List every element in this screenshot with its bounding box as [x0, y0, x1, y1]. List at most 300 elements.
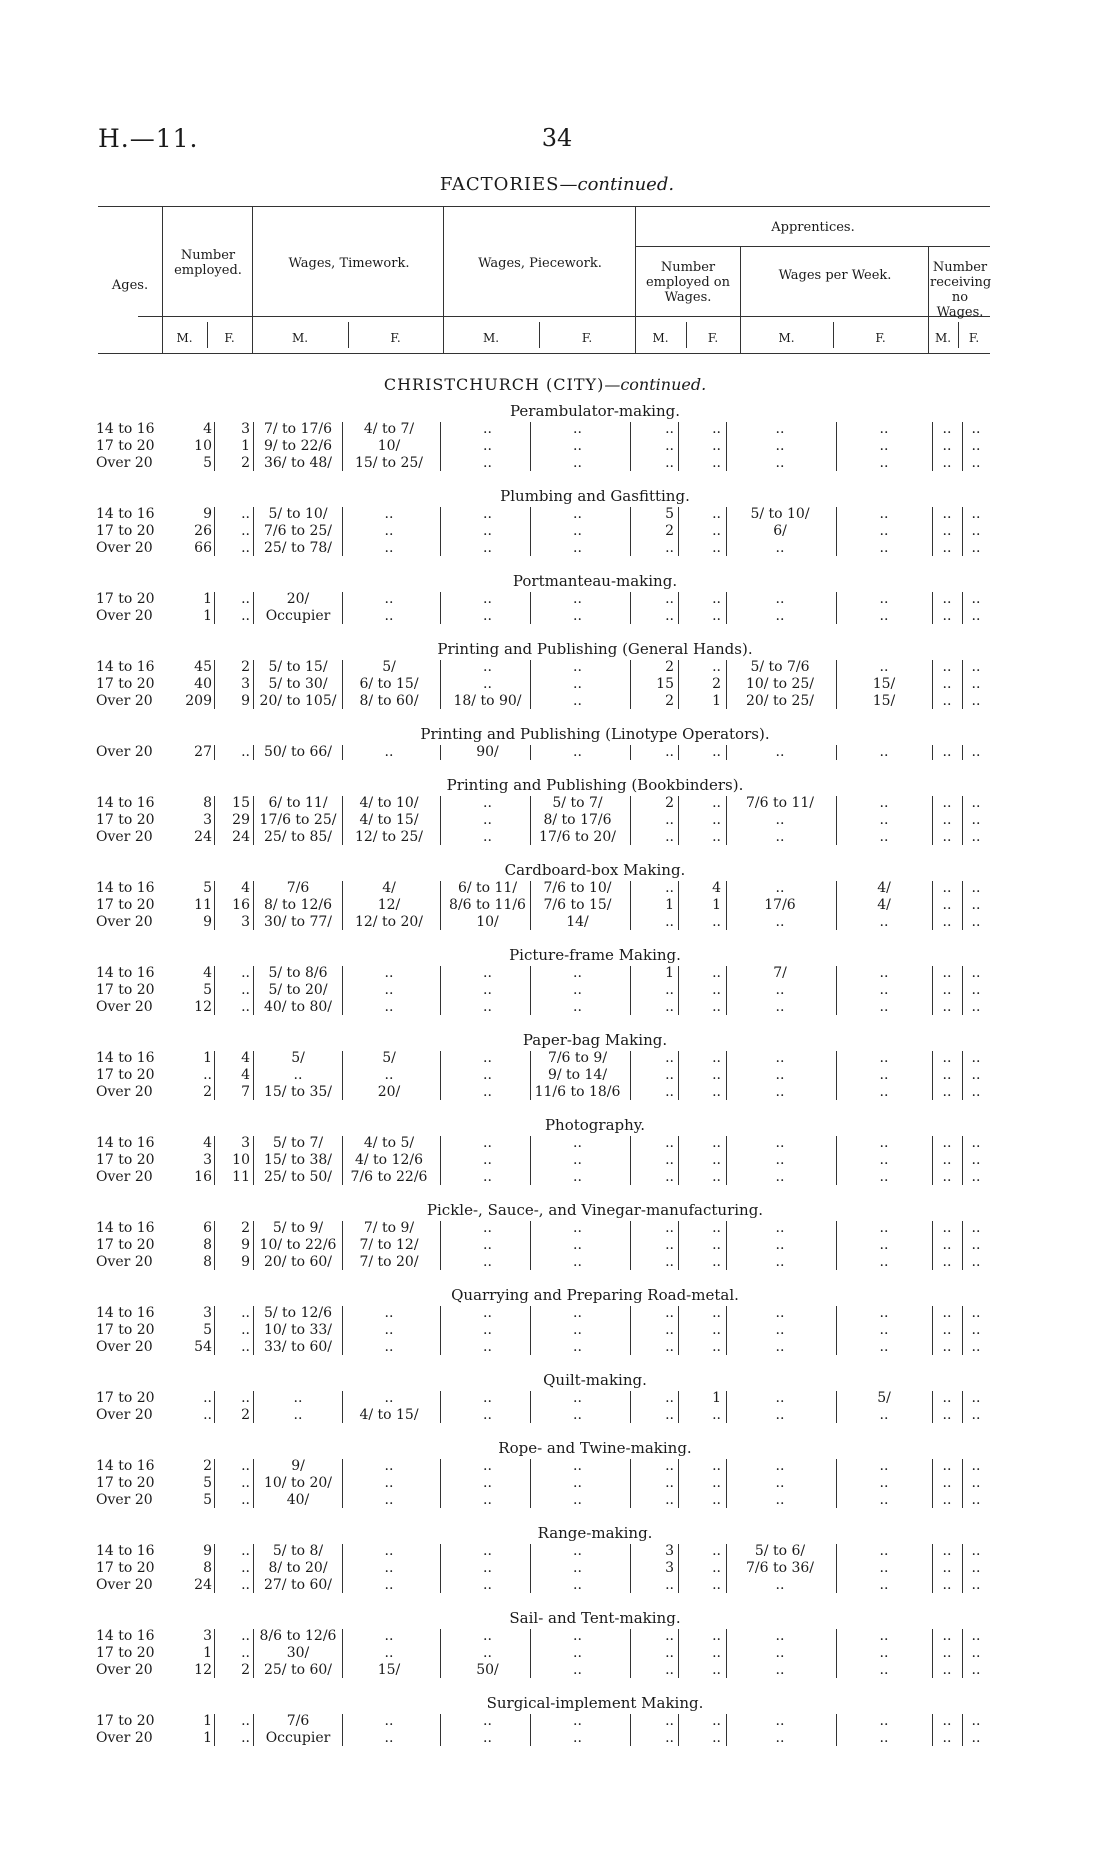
data-cell: .. [384, 608, 394, 624]
column-rule [726, 660, 727, 709]
column-rule [214, 422, 215, 471]
data-cell: .. [384, 1339, 394, 1355]
column-rule [440, 1306, 441, 1355]
data-cell: 10/ to 25/ [745, 676, 815, 692]
column-rule [214, 1544, 215, 1593]
data-cell: .. [573, 1220, 582, 1236]
column-rule [214, 881, 215, 930]
column-rule [630, 796, 631, 845]
data-cell: 1 [712, 1390, 721, 1406]
data-cell: 2 [665, 523, 674, 539]
column-rule [214, 1306, 215, 1355]
sub-m: M. [482, 331, 500, 345]
data-cell: 5/ to 7/6 [750, 659, 810, 675]
data-cell: .. [712, 506, 721, 522]
column-rule [932, 1544, 933, 1593]
data-cell: .. [241, 965, 250, 981]
data-cell: 8 [203, 1254, 212, 1270]
column-rule [726, 1459, 727, 1508]
column-rule [836, 507, 837, 556]
data-cell: 3 [241, 676, 250, 692]
column-rule [630, 1629, 631, 1678]
industry-title: Pickle-, Sauce-, and Vinegar-manufacturing. [426, 1201, 764, 1219]
data-cell: 8 [203, 1560, 212, 1576]
sub-m: M. [934, 331, 952, 345]
age-cell: Over 20 [96, 1339, 153, 1355]
column-rule [962, 796, 963, 845]
industry-title: Printing and Publishing (Bookbinders). [446, 776, 744, 794]
data-cell: .. [573, 659, 582, 675]
age-cell: 14 to 16 [96, 1305, 155, 1321]
header-no-wages: Number receiving no Wages. [930, 260, 992, 320]
data-cell: 2 [665, 795, 674, 811]
header-wages-timework: Wages, Timework. [288, 256, 410, 271]
column-rule [630, 1306, 631, 1355]
sub-m: M. [291, 331, 309, 345]
data-cell: .. [942, 608, 952, 624]
data-cell: 2 [241, 1662, 250, 1678]
data-cell: .. [665, 880, 674, 896]
column-rule [342, 881, 343, 930]
column-rule [342, 1136, 343, 1185]
column-rule [726, 745, 727, 760]
data-cell: .. [483, 982, 492, 998]
age-cell: 17 to 20 [96, 1645, 155, 1661]
table-row [90, 676, 1000, 693]
data-cell: .. [573, 1152, 582, 1168]
table-row [90, 1322, 1000, 1339]
industry-section [90, 401, 1000, 472]
table-row [90, 506, 1000, 523]
data-cell: 15/ to 38/ [263, 1152, 333, 1168]
column-rule [836, 592, 837, 624]
data-cell: 9 [203, 914, 212, 930]
column-rule [440, 1714, 441, 1746]
table-row [90, 1645, 1000, 1662]
data-cell: .. [971, 1662, 981, 1678]
data-cell: 3 [665, 1560, 674, 1576]
data-cell: .. [665, 455, 674, 471]
data-cell: 17/6 to 20/ [539, 829, 616, 845]
data-cell: 7/ to 9/ [363, 1220, 415, 1236]
data-cell: .. [879, 540, 889, 556]
data-cell: .. [665, 1220, 674, 1236]
column-rule [530, 1306, 531, 1355]
data-cell: .. [483, 608, 492, 624]
data-cell: 5 [203, 880, 212, 896]
data-cell: .. [384, 1713, 394, 1729]
data-cell: 4/ [877, 897, 891, 913]
data-cell: .. [665, 540, 674, 556]
column-rule [836, 1221, 837, 1270]
data-cell: .. [712, 1067, 721, 1083]
data-cell: 25/ to 50/ [263, 1169, 333, 1185]
age-cell: Over 20 [96, 1254, 153, 1270]
data-cell: .. [712, 1135, 721, 1151]
data-cell: .. [241, 1543, 250, 1559]
data-cell: .. [879, 506, 889, 522]
data-cell: 40/ [286, 1492, 310, 1508]
data-cell: 20/ to 25/ [745, 693, 815, 709]
column-rule [836, 796, 837, 845]
column-rule [214, 507, 215, 556]
column-rule [253, 1629, 254, 1678]
table-row [90, 1475, 1000, 1492]
data-cell: .. [942, 1662, 952, 1678]
data-cell: 1 [203, 608, 212, 624]
data-cell: 1 [665, 965, 674, 981]
column-rule [530, 660, 531, 709]
age-cell: 17 to 20 [96, 897, 155, 913]
column-rule [678, 1629, 679, 1678]
column-rule [530, 1714, 531, 1746]
data-cell: 33/ to 60/ [263, 1339, 333, 1355]
column-rule [253, 881, 254, 930]
age-cell: 17 to 20 [96, 591, 155, 607]
title-text: FACTORIES [439, 174, 560, 195]
data-cell: .. [483, 1169, 492, 1185]
industry-section [90, 1693, 1000, 1747]
data-cell: .. [879, 523, 889, 539]
data-cell: 7/6 to 25/ [263, 523, 333, 539]
data-cell: 2 [203, 1084, 212, 1100]
data-cell: .. [942, 897, 952, 913]
data-cell: .. [573, 1237, 582, 1253]
data-cell: .. [971, 897, 981, 913]
column-rule [678, 592, 679, 624]
data-cell: .. [971, 421, 981, 437]
header-wages-per-week: Wages per Week. [778, 268, 892, 283]
column-rule [932, 1629, 933, 1678]
column-rule [630, 1136, 631, 1185]
column-rule [726, 796, 727, 845]
column-rule [440, 1391, 441, 1423]
column-rule [678, 1391, 679, 1423]
column-rule [726, 966, 727, 1015]
data-cell: .. [775, 1067, 785, 1083]
column-rule [678, 796, 679, 845]
table-row [90, 1305, 1000, 1322]
column-rule [836, 1136, 837, 1185]
data-cell: 20/ [286, 591, 310, 607]
data-cell: .. [775, 812, 785, 828]
data-cell: .. [712, 1475, 721, 1491]
column-rule [530, 966, 531, 1015]
age-cell: Over 20 [96, 999, 153, 1015]
data-cell: .. [775, 1152, 785, 1168]
data-cell: 8/6 to 11/6 [449, 897, 526, 913]
data-cell: .. [712, 1050, 721, 1066]
data-cell: .. [665, 1322, 674, 1338]
data-cell: 9/ to 22/6 [263, 438, 333, 454]
data-cell: .. [384, 1560, 394, 1576]
data-cell: .. [483, 1560, 492, 1576]
table-row [90, 438, 1000, 455]
data-cell: .. [775, 455, 785, 471]
data-cell: .. [573, 1458, 582, 1474]
data-cell: .. [483, 1152, 492, 1168]
data-cell: .. [665, 1730, 674, 1746]
data-cell: .. [879, 1322, 889, 1338]
column-rule [342, 1714, 343, 1746]
data-cell: .. [665, 1645, 674, 1661]
data-cell: 3 [203, 812, 212, 828]
data-cell: .. [942, 1305, 952, 1321]
table-row [90, 897, 1000, 914]
column-rule [530, 1136, 531, 1185]
data-cell: .. [775, 540, 785, 556]
data-cell: .. [712, 829, 721, 845]
data-cell: .. [971, 1492, 981, 1508]
column-rule [440, 1051, 441, 1100]
sub-f: F. [875, 331, 886, 345]
industry-section [90, 1370, 1000, 1424]
age-cell: 17 to 20 [96, 676, 155, 692]
data-cell: .. [775, 1492, 785, 1508]
data-cell: .. [483, 795, 492, 811]
data-cell: 90/ [476, 744, 499, 760]
data-cell: .. [483, 540, 492, 556]
data-cell: 27 [194, 744, 212, 760]
data-cell: .. [942, 1730, 952, 1746]
data-cell: .. [775, 999, 785, 1015]
data-cell: 6/ to 11/ [457, 880, 518, 896]
data-cell: 1 [203, 1713, 212, 1729]
data-cell: .. [942, 1713, 952, 1729]
data-cell: 24 [194, 829, 212, 845]
data-cell: .. [665, 1169, 674, 1185]
sub-m: M. [778, 331, 795, 345]
data-cell: .. [483, 591, 492, 607]
data-cell: .. [573, 608, 582, 624]
data-cell: .. [384, 999, 394, 1015]
column-rule [253, 1714, 254, 1746]
data-cell: .. [712, 1237, 721, 1253]
industry-title: Quilt-making. [543, 1371, 647, 1389]
data-cell: 3 [241, 421, 250, 437]
data-cell: .. [712, 1577, 721, 1593]
data-cell: .. [971, 965, 981, 981]
data-cell: .. [942, 1152, 952, 1168]
data-cell: 5 [203, 1492, 212, 1508]
column-rule [932, 422, 933, 471]
table-body [90, 372, 1000, 1761]
column-rule [630, 745, 631, 760]
data-cell: .. [879, 1645, 889, 1661]
data-cell: .. [573, 1662, 582, 1678]
column-rule [678, 1221, 679, 1270]
data-cell: .. [241, 1458, 250, 1474]
data-cell: .. [971, 1713, 981, 1729]
data-cell: 209 [185, 693, 212, 709]
data-cell: 36/ to 48/ [263, 455, 333, 471]
column-rule [678, 1306, 679, 1355]
data-cell: .. [775, 1458, 785, 1474]
data-cell: .. [665, 914, 674, 930]
data-cell: .. [241, 744, 250, 760]
age-cell: Over 20 [96, 1407, 153, 1423]
data-cell: .. [971, 1730, 981, 1746]
data-cell: 30/ to 77/ [263, 914, 333, 930]
data-cell: .. [483, 1577, 492, 1593]
data-cell: 7/6 to 10/ [543, 880, 612, 896]
table-row [90, 744, 1000, 761]
data-cell: 8/ to 60/ [359, 693, 419, 709]
data-cell: .. [483, 676, 492, 692]
data-cell: 5/ to 8/ [272, 1543, 324, 1559]
page-title [0, 174, 1114, 195]
data-cell: .. [483, 1492, 492, 1508]
column-rule [836, 1391, 837, 1423]
data-cell: .. [775, 1050, 785, 1066]
data-cell: .. [942, 421, 952, 437]
data-cell: .. [665, 1067, 674, 1083]
table-row [90, 659, 1000, 676]
data-cell: .. [573, 591, 582, 607]
industry-section [90, 1115, 1000, 1186]
age-cell: 17 to 20 [96, 982, 155, 998]
data-cell: .. [384, 1067, 394, 1083]
data-cell: .. [971, 1237, 981, 1253]
data-cell: .. [241, 506, 250, 522]
column-rule [253, 507, 254, 556]
data-cell: .. [483, 1305, 492, 1321]
industry-section [90, 486, 1000, 557]
column-rule [962, 1391, 963, 1423]
column-rule [726, 507, 727, 556]
column-rule [962, 1714, 963, 1746]
data-cell: .. [241, 1339, 250, 1355]
data-cell: .. [573, 1254, 582, 1270]
data-cell: .. [483, 1339, 492, 1355]
column-rule [214, 592, 215, 624]
column-rule [962, 1544, 963, 1593]
column-rule [214, 1051, 215, 1100]
data-cell: .. [483, 1067, 492, 1083]
age-cell: 14 to 16 [96, 1543, 155, 1559]
data-cell: 9/ to 14/ [547, 1067, 608, 1083]
column-rule [342, 1306, 343, 1355]
data-cell: .. [665, 421, 674, 437]
column-rule [630, 966, 631, 1015]
data-cell: .. [971, 591, 981, 607]
age-cell: 17 to 20 [96, 1152, 155, 1168]
data-cell: .. [879, 1628, 889, 1644]
age-cell: 17 to 20 [96, 1713, 155, 1729]
column-rule [962, 1136, 963, 1185]
data-cell: 5/ to 8/6 [268, 965, 328, 981]
data-cell: .. [879, 1577, 889, 1593]
age-cell: 17 to 20 [96, 1390, 155, 1406]
data-cell: .. [775, 982, 785, 998]
data-cell: 15/ [377, 1662, 401, 1678]
data-cell: .. [712, 1169, 721, 1185]
data-cell: .. [942, 1050, 952, 1066]
column-rule [630, 592, 631, 624]
data-cell: .. [879, 1254, 889, 1270]
age-cell: 17 to 20 [96, 1237, 155, 1253]
data-cell: .. [573, 1169, 582, 1185]
column-rule [726, 1306, 727, 1355]
data-cell: .. [775, 1339, 785, 1355]
data-cell: 5/ to 30/ [268, 676, 328, 692]
data-cell: 7/ to 17/6 [263, 421, 333, 437]
industry-section [90, 945, 1000, 1016]
table-header [98, 206, 990, 354]
data-cell: .. [573, 1713, 582, 1729]
data-cell: 9 [203, 1543, 212, 1559]
table-row [90, 540, 1000, 557]
data-cell: .. [573, 965, 582, 981]
column-rule [726, 1391, 727, 1423]
data-cell: .. [712, 540, 721, 556]
data-cell: .. [971, 1050, 981, 1066]
data-cell: .. [775, 1475, 785, 1491]
data-cell: .. [971, 659, 981, 675]
data-cell: 6/ [773, 523, 787, 539]
data-cell: 5/ to 6/ [754, 1543, 806, 1559]
data-cell: .. [712, 744, 721, 760]
column-rule [932, 1221, 933, 1270]
data-cell: .. [573, 693, 582, 709]
data-cell: .. [879, 1339, 889, 1355]
data-cell: .. [483, 1407, 492, 1423]
data-cell: .. [483, 1220, 492, 1236]
data-cell: .. [483, 965, 492, 981]
data-cell: .. [483, 1543, 492, 1559]
table-row [90, 421, 1000, 438]
data-cell: .. [775, 421, 785, 437]
data-cell: 10/ [476, 914, 499, 930]
data-cell: .. [775, 1662, 785, 1678]
data-cell: 3 [203, 1152, 212, 1168]
data-cell: 1 [241, 438, 250, 454]
data-cell: .. [712, 1730, 721, 1746]
industry-title: Paper-bag Making. [522, 1031, 668, 1049]
column-rule [440, 507, 441, 556]
column-rule [678, 1459, 679, 1508]
data-cell: .. [879, 812, 889, 828]
data-cell: .. [879, 1305, 889, 1321]
data-cell: .. [573, 1577, 582, 1593]
data-cell: .. [665, 438, 674, 454]
column-rule [726, 592, 727, 624]
table-row [90, 608, 1000, 625]
data-cell: 2 [712, 676, 721, 692]
age-cell: 14 to 16 [96, 1628, 155, 1644]
column-rule [253, 1136, 254, 1185]
data-cell: .. [384, 965, 394, 981]
column-rule [253, 660, 254, 709]
data-cell: 7/6 to 36/ [745, 1560, 815, 1576]
data-cell: .. [971, 744, 981, 760]
data-cell: .. [775, 1169, 785, 1185]
data-cell: .. [241, 999, 250, 1015]
data-cell: 8/ to 20/ [268, 1560, 328, 1576]
data-cell: .. [971, 1067, 981, 1083]
header-number-employed: Number employed. [174, 248, 242, 278]
table-row [90, 1407, 1000, 1424]
data-cell: .. [942, 1084, 952, 1100]
data-cell: .. [241, 1577, 250, 1593]
data-cell: .. [483, 438, 492, 454]
age-cell: 14 to 16 [96, 965, 155, 981]
column-rule [836, 660, 837, 709]
data-cell: .. [775, 1390, 785, 1406]
data-cell: 7/6 to 9/ [547, 1050, 608, 1066]
data-cell: .. [971, 1152, 981, 1168]
age-cell: 17 to 20 [96, 812, 155, 828]
